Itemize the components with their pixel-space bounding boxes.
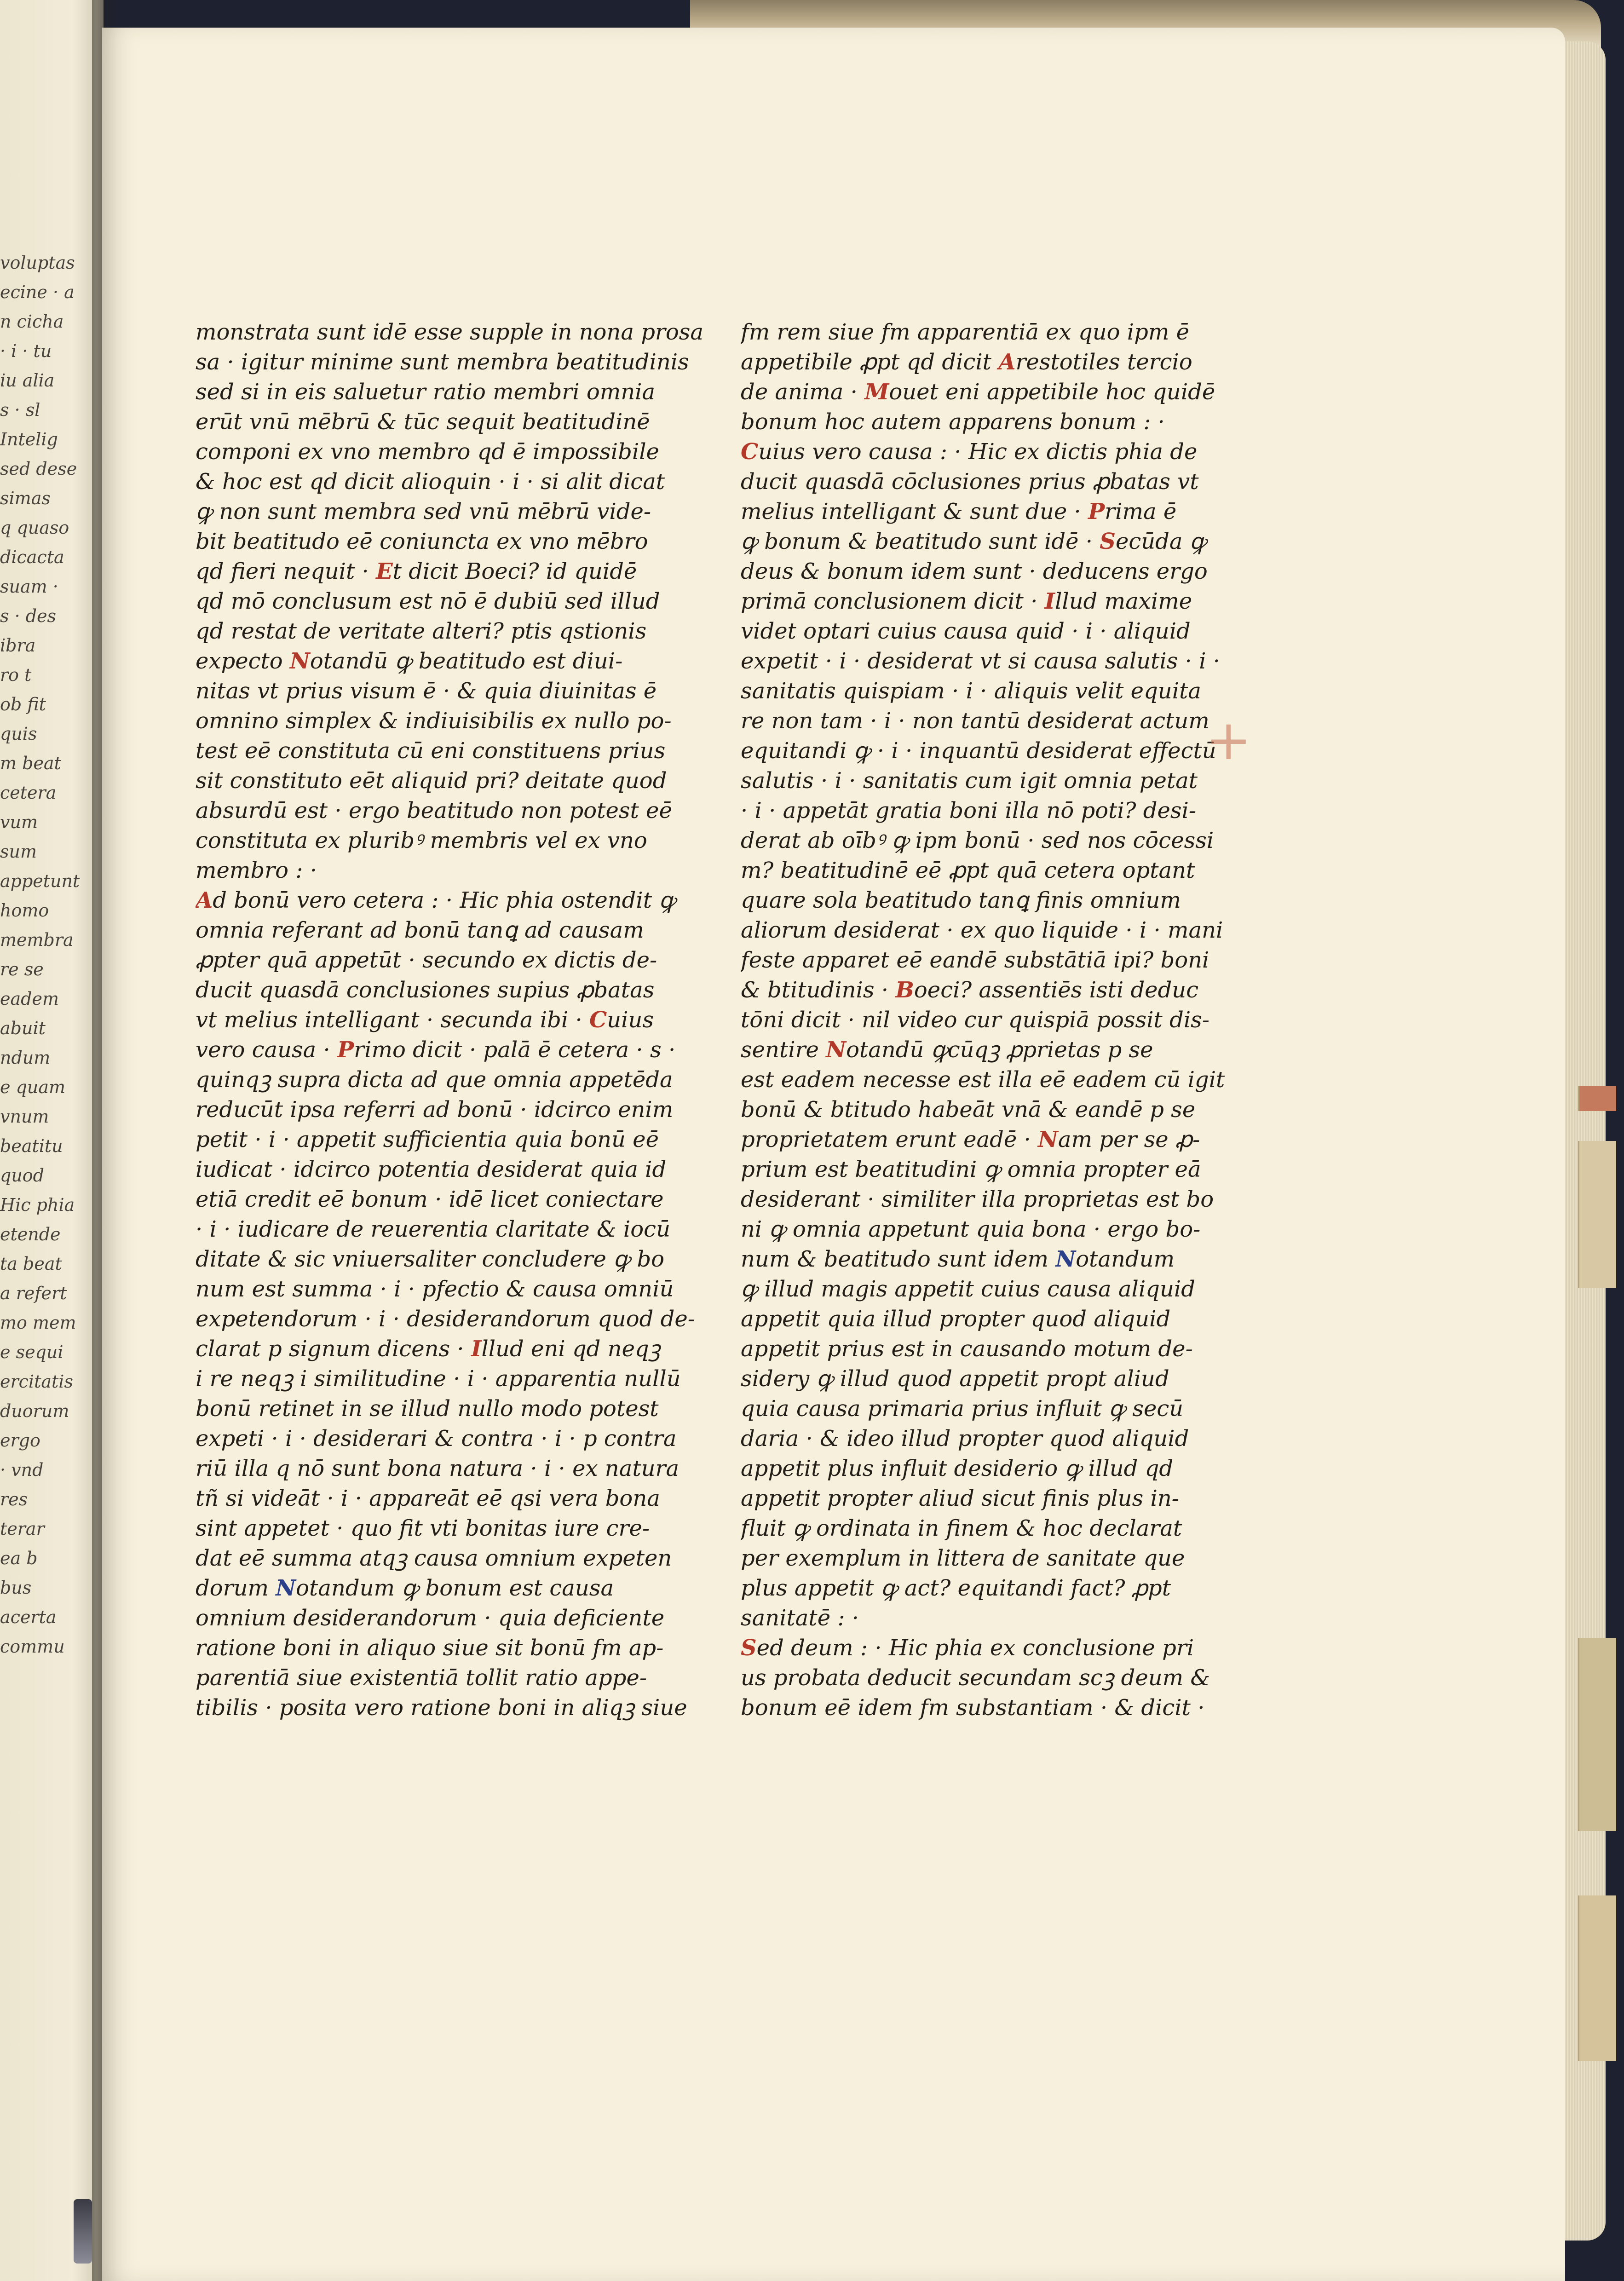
- text-line: plus appetit ꝙ act? equitandi fact? ꝓpt: [741, 1575, 1171, 1601]
- text-line: sa · igitur minime sunt membra beatitudinis: [196, 349, 689, 375]
- left-page-fragment: beatitu: [0, 1136, 63, 1156]
- left-page-fragment: mo mem: [0, 1313, 76, 1333]
- left-page-fragment: membra: [0, 930, 74, 950]
- text-line: re non tam · i · non tantū desiderat actum: [741, 708, 1209, 734]
- text-line: de anima · Mouet eni appetibile hoc quidē: [741, 379, 1215, 405]
- text-line: omnino simplex & indiuisibilis ex nullo po-: [196, 708, 672, 734]
- text-line: per exemplum in littera de sanitate que: [741, 1545, 1185, 1571]
- text-line: iudicat · idcirco potentia desiderat quia id: [196, 1157, 667, 1182]
- text-line: expecto Notandū ꝙ beatitudo est diui-: [196, 648, 623, 674]
- left-page-fragment: etende: [0, 1224, 61, 1244]
- bookmark-tab: [1578, 1141, 1616, 1288]
- text-line: ꝓpter quā appetūt · secundo ex dictis de-: [196, 947, 657, 973]
- text-line: appetit plus influit desiderio ꝙ illud qd: [741, 1456, 1174, 1481]
- left-facing-page: [0, 0, 104, 2281]
- left-page-fragment: eadem: [0, 989, 59, 1009]
- text-line: appetit propter aliud sicut finis plus in-: [741, 1486, 1179, 1511]
- text-line: sanitatē : ·: [741, 1605, 859, 1631]
- text-line: fm rem siue fm apparentiā ex quo ipm ē: [741, 319, 1190, 345]
- text-line: expetendorum · i · desiderandorum quod de-: [196, 1306, 695, 1332]
- text-line: appetit quia illud propter quod aliquid: [741, 1306, 1171, 1332]
- text-line: constituta ex pluribꝰ membris vel ex vno: [196, 828, 647, 853]
- binding-thread: [74, 2199, 92, 2264]
- text-line: i re neqꝫ i similitudine · i · apparentia nullū: [196, 1366, 681, 1392]
- text-line: parentiā siue existentiā tollit ratio appe-: [196, 1665, 647, 1691]
- left-page-fragment: vnum: [0, 1106, 49, 1127]
- text-line: sint appetet · quo fit vti bonitas iure cre-: [196, 1515, 650, 1541]
- text-line: tibilis · posita vero ratione boni in aliqꝫ siue: [196, 1695, 687, 1721]
- text-line: sanitatis quispiam · i · aliquis velit equita: [741, 678, 1201, 704]
- text-line: salutis · i · sanitatis cum igit omnia petat: [741, 768, 1198, 794]
- text-line: expetit · i · desiderat vt si causa salutis · i ·: [741, 648, 1221, 674]
- text-line: tōni dicit · nil video cur quispiā possit dis-: [741, 1007, 1210, 1033]
- left-page-fragment: · vnd: [0, 1460, 44, 1480]
- left-page-fragment: Hic phia: [0, 1195, 75, 1215]
- text-column-left: [196, 317, 729, 1723]
- left-page-fragment: quis: [0, 724, 37, 744]
- text-column-right: [741, 317, 1247, 1723]
- left-page-fragment: ea b: [0, 1548, 38, 1568]
- left-page-fragment: ro t: [0, 665, 32, 685]
- text-line: omnia referant ad bonū tanꝗ ad causam: [196, 917, 644, 943]
- text-line: Sed deum : · Hic phia ex conclusione pri: [741, 1635, 1194, 1661]
- text-line: petit · i · appetit sufficientia quia bonū eē: [196, 1127, 659, 1152]
- left-page-fragment: dicacta: [0, 547, 64, 567]
- text-line: primā conclusionem dicit · Illud maxime: [741, 588, 1192, 614]
- text-line: dorum Notandum ꝙ bonum est causa: [196, 1575, 614, 1601]
- text-line: derat ab oībꝰ ꝙ ipm bonū · sed nos cōcessi: [741, 828, 1214, 853]
- text-line: bonum eē idem fm substantiam · & dicit ·: [741, 1695, 1205, 1721]
- text-line: daria · & ideo illud propter quod aliquid: [741, 1426, 1189, 1452]
- text-line: quinqꝫ supra dicta ad que omnia appetēda: [196, 1067, 673, 1093]
- text-line: ni ꝙ omnia appetunt quia bona · ergo bo-: [741, 1216, 1201, 1242]
- left-page-fragment: a refert: [0, 1283, 67, 1303]
- text-line: Cuius vero causa : · Hic ex dictis phia de: [741, 439, 1198, 465]
- text-line: ꝙ illud magis appetit cuius causa aliquid: [741, 1276, 1195, 1302]
- left-page-fragment: acerta: [0, 1607, 57, 1627]
- text-line: sit constituto eēt aliquid pri? deitate quod: [196, 768, 667, 794]
- text-line: dat eē summa atqꝫ causa omnium expeten: [196, 1545, 672, 1571]
- left-page-fragment: bus: [0, 1578, 32, 1598]
- text-line: vt melius intelligant · secunda ibi · Cuius: [196, 1007, 654, 1033]
- text-line: qd restat de veritate alteri? ptis qstionis: [196, 618, 647, 644]
- text-line: componi ex vno membro qd ē impossibile: [196, 439, 659, 465]
- text-line: videt optari cuius causa quid · i · aliquid: [741, 618, 1191, 644]
- text-line: desiderant · similiter illa proprietas est bo: [741, 1187, 1214, 1212]
- text-line: vero causa · Primo dicit · palā ē cetera · s ·: [196, 1037, 676, 1063]
- left-page-fragment: · i · tu: [0, 341, 52, 361]
- marginal-mark: +: [1205, 708, 1252, 772]
- left-page-fragment: abuit: [0, 1018, 46, 1038]
- text-line: reducūt ipsa referri ad bonū · idcirco enim: [196, 1097, 674, 1123]
- text-line: quare sola beatitudo tanꝗ finis omnium: [741, 887, 1181, 913]
- left-page-fragment: suam ·: [0, 576, 58, 597]
- left-page-fragment: ob fit: [0, 694, 46, 714]
- text-line: deus & bonum idem sunt · deducens ergo: [741, 559, 1208, 584]
- left-page-fragment: ndum: [0, 1048, 51, 1068]
- text-line: erūt vnū mēbrū & tūc sequit beatitudinē: [196, 409, 650, 435]
- text-line: equitandi ꝙ · i · inquantū desiderat effectū: [741, 738, 1216, 764]
- left-page-fragment: ta beat: [0, 1254, 62, 1274]
- text-line: fluit ꝙ ordinata in finem & hoc declarat: [741, 1515, 1182, 1541]
- left-page-fragment: iu alia: [0, 370, 55, 391]
- left-page-fragment: simas: [0, 488, 51, 508]
- left-page-fragment: quod: [0, 1165, 45, 1186]
- text-line: us probata deducit secundam scꝫ deum &: [741, 1665, 1210, 1691]
- text-line: omnium desiderandorum · quia deficiente: [196, 1605, 665, 1631]
- left-page-fragment: ergo: [0, 1430, 40, 1451]
- left-page-fragment: vum: [0, 812, 38, 832]
- left-page-fragment: s · des: [0, 606, 57, 626]
- left-page-fragment: s · sl: [0, 400, 40, 420]
- text-line: qd mō conclusum est nō ē dubiū sed illud: [196, 588, 660, 614]
- text-line: test eē constituta cū eni constituens prius: [196, 738, 666, 764]
- left-page-fragment: sum: [0, 841, 37, 862]
- text-line: etiā credit eē bonum · idē licet coniectare: [196, 1187, 664, 1212]
- left-page-fragment: terar: [0, 1519, 45, 1539]
- text-line: riū illa q nō sunt bona natura · i · ex natura: [196, 1456, 680, 1481]
- text-line: num & beatitudo sunt idem Notandum: [741, 1246, 1175, 1272]
- text-line: sidery ꝙ illud quod appetit propt aliud: [741, 1366, 1169, 1392]
- text-line: bit beatitudo eē coniuncta ex vno mēbro: [196, 529, 648, 554]
- text-line: bonum hoc autem apparens bonum : ·: [741, 409, 1165, 435]
- text-line: monstrata sunt idē esse supple in nona prosa: [196, 319, 704, 345]
- left-page-fragment: Intelig: [0, 429, 58, 449]
- text-line: melius intelligant & sunt due · Prima ē: [741, 499, 1177, 524]
- left-page-fragment: q quaso: [0, 518, 69, 538]
- text-line: prium est beatitudini ꝙ omnia propter eā: [741, 1157, 1201, 1182]
- text-line: · i · iudicare de reuerentia claritate & iocū: [196, 1216, 670, 1242]
- text-line: & hoc est qd dicit alioquin · i · si alit dicat: [196, 469, 665, 495]
- text-line: ditate & sic vniuersaliter concludere ꝙ bo: [196, 1246, 665, 1272]
- left-page-fragment: duorum: [0, 1401, 69, 1421]
- text-line: expeti · i · desiderari & contra · i · p contra: [196, 1426, 677, 1452]
- text-line: ducit quasdā conclusiones supius ꝓbatas: [196, 977, 655, 1003]
- text-line: qd fieri nequit · Et dicit Boeci? id quidē: [196, 559, 637, 584]
- text-line: bonū & btitudo habeāt vnā & eandē p se: [741, 1097, 1196, 1123]
- left-page-fragment: ercitatis: [0, 1371, 73, 1392]
- text-line: nitas vt prius visum ē · & quia diuinitas ē: [196, 678, 657, 704]
- text-line: Ad bonū vero cetera : · Hic phia ostendit ꝙ: [196, 887, 676, 913]
- left-page-fragment: commu: [0, 1636, 65, 1657]
- text-line: ꝙ non sunt membra sed vnū mēbrū vide-: [196, 499, 651, 524]
- text-line: est eadem necesse est illa eē eadem cū igit: [741, 1067, 1225, 1093]
- left-page-fragment: voluptas: [0, 253, 75, 273]
- bookmark-tab: [1578, 1638, 1616, 1831]
- left-page-fragment: sed dese: [0, 459, 77, 479]
- left-page-fragment: m beat: [0, 753, 61, 773]
- left-page-fragment: ecine · a: [0, 282, 75, 302]
- text-line: ratione boni in aliquo siue sit bonū fm ap-: [196, 1635, 664, 1661]
- text-line: feste apparet eē eandē substātiā ipi? boni: [741, 947, 1209, 973]
- bookmark-tab-red: [1578, 1086, 1616, 1111]
- text-line: clarat p signum dicens · Illud eni qd neqꝫ: [196, 1336, 661, 1362]
- text-line: · i · appetāt gratia boni illa nō poti? desi-: [741, 798, 1197, 824]
- bookmark-tab: [1578, 1895, 1616, 2061]
- text-line: m? beatitudinē eē ꝓpt quā cetera optant: [741, 858, 1195, 883]
- left-page-fragment: e sequi: [0, 1342, 63, 1362]
- text-line: ꝙ bonum & beatitudo sunt idē · Secūda ꝙ: [741, 529, 1206, 554]
- text-line: aliorum desiderat · ex quo liquide · i · mani: [741, 917, 1223, 943]
- left-page-fragment: e quam: [0, 1077, 66, 1097]
- left-page-fragment: cetera: [0, 783, 57, 803]
- text-line: appetit prius est in causando motum de-: [741, 1336, 1193, 1362]
- left-page-fragment: n cicha: [0, 311, 64, 332]
- text-line: num est summa · i · pfectio & causa omniū: [196, 1276, 674, 1302]
- text-line: absurdū est · ergo beatitudo non potest eē: [196, 798, 672, 824]
- text-line: membro : ·: [196, 858, 317, 883]
- left-page-fragment: re se: [0, 959, 44, 979]
- text-line: appetibile ꝓpt qd dicit Arestotiles tercio: [741, 349, 1192, 375]
- text-line: bonū retinet in se illud nullo modo potest: [196, 1396, 659, 1422]
- left-page-fragment: appetunt: [0, 871, 80, 891]
- text-line: sentire Notandū ꝙcūqꝫ ꝓprietas p se: [741, 1037, 1153, 1063]
- left-page-fragment: ibra: [0, 635, 36, 656]
- left-page-fragment: res: [0, 1489, 28, 1509]
- text-line: sed si in eis saluetur ratio membri omnia: [196, 379, 656, 405]
- left-page-fragment: homo: [0, 900, 49, 921]
- text-line: & btitudinis · Boeci? assentiēs isti deduc: [741, 977, 1199, 1003]
- text-line: tñ si videāt · i · appareāt eē qsi vera bona: [196, 1486, 660, 1511]
- text-line: ducit quasdā cōclusiones prius ꝓbatas vt: [741, 469, 1199, 495]
- text-line: proprietatem erunt eadē · Nam per se ꝓ-: [741, 1127, 1200, 1152]
- text-line: quia causa primaria prius influit ꝙ secū: [741, 1396, 1184, 1422]
